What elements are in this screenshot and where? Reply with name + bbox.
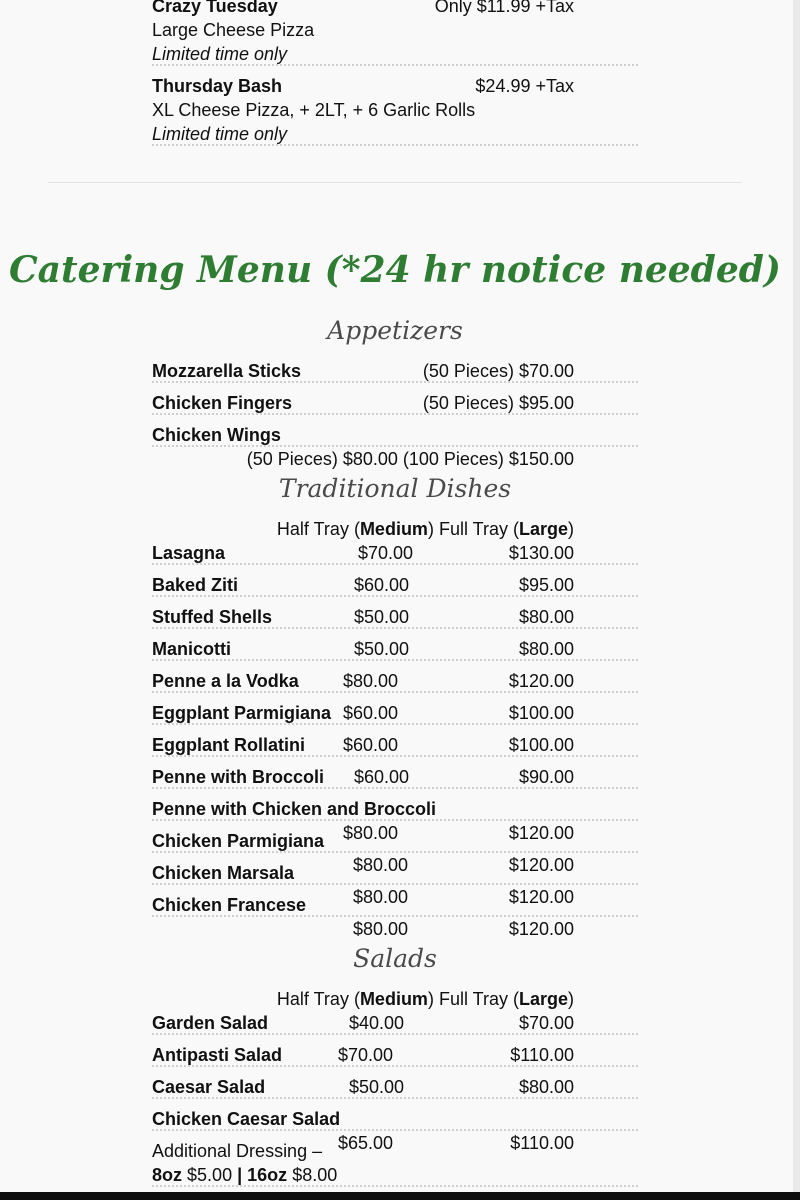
special-description: XL Cheese Pizza, + 2LT, + 6 Garlic Rolls bbox=[152, 100, 476, 120]
half-tray-label: Half Tray ( bbox=[276, 989, 360, 1009]
full-tray-price: $80.00 bbox=[518, 607, 574, 627]
half-tray-price: $65.00 bbox=[338, 1133, 394, 1153]
dotted-divider bbox=[152, 851, 638, 853]
dressing-separator: | bbox=[237, 1165, 243, 1185]
full-tray-price: $80.00 bbox=[518, 1077, 574, 1097]
full-tray-price: $100.00 bbox=[508, 735, 574, 755]
dish-name: Chicken Parmigiana bbox=[152, 831, 325, 851]
appetizer-name: Chicken Wings bbox=[152, 425, 281, 445]
half-tray-price: $80.00 bbox=[353, 887, 409, 907]
dish-name: Stuffed Shells bbox=[152, 607, 273, 627]
full-tray-price: $100.00 bbox=[508, 703, 574, 723]
dotted-divider bbox=[152, 381, 638, 383]
salad-name: Garden Salad bbox=[152, 1013, 269, 1033]
bottom-bar bbox=[0, 1192, 800, 1200]
dressing-16oz-price: $8.00 bbox=[292, 1165, 338, 1185]
dish-name: Eggplant Parmigiana bbox=[152, 703, 332, 723]
dressing-label: Additional Dressing – bbox=[152, 1141, 323, 1161]
full-tray-price: $110.00 bbox=[510, 1133, 574, 1153]
dotted-divider bbox=[152, 787, 638, 789]
dish-name: Penne with Broccoli bbox=[152, 767, 325, 787]
dotted-divider bbox=[152, 1185, 638, 1187]
salad-name: Caesar Salad bbox=[152, 1077, 266, 1097]
tray-size-header bbox=[254, 987, 574, 1011]
dotted-divider bbox=[152, 413, 638, 415]
half-tray-price: $50.00 bbox=[354, 607, 410, 627]
special-name: Crazy Tuesday bbox=[152, 0, 278, 16]
dotted-divider bbox=[152, 64, 638, 66]
full-tray-price: $120.00 bbox=[508, 887, 574, 907]
full-tray-label: ) Full Tray ( bbox=[427, 989, 519, 1009]
large-label: Large bbox=[518, 519, 568, 539]
dish-name: Baked Ziti bbox=[152, 575, 239, 595]
full-tray-price: $95.00 bbox=[518, 575, 574, 595]
dotted-divider bbox=[152, 915, 638, 917]
special-name: Thursday Bash bbox=[152, 76, 283, 96]
dotted-divider bbox=[152, 144, 638, 146]
traditional-dishes-heading: Traditional Dishes bbox=[278, 474, 512, 503]
dotted-divider bbox=[152, 563, 638, 565]
appetizers-heading: Appetizers bbox=[327, 316, 463, 345]
dish-name: Lasagna bbox=[152, 543, 226, 563]
full-tray-price: $110.00 bbox=[510, 1045, 574, 1065]
half-tray-price: $50.00 bbox=[349, 1077, 405, 1097]
salad-name: Antipasti Salad bbox=[152, 1045, 283, 1065]
dish-name: Eggplant Rollatini bbox=[152, 735, 305, 755]
salad-name: Chicken Caesar Salad bbox=[152, 1109, 341, 1129]
half-tray-price: $70.00 bbox=[358, 543, 414, 563]
half-tray-price: $80.00 bbox=[343, 823, 399, 843]
dish-name: Manicotti bbox=[152, 639, 231, 659]
medium-label: Medium bbox=[359, 989, 428, 1009]
special-note: Limited time only bbox=[152, 124, 288, 144]
half-tray-price: $80.00 bbox=[343, 671, 399, 691]
dotted-divider bbox=[152, 1065, 638, 1067]
dotted-divider bbox=[152, 659, 638, 661]
scrollbar-track[interactable] bbox=[793, 0, 800, 1192]
tray-header-close: ) bbox=[568, 989, 574, 1009]
full-tray-price: $130.00 bbox=[508, 543, 574, 563]
special-description: Large Cheese Pizza bbox=[152, 20, 315, 40]
half-tray-price: $60.00 bbox=[343, 703, 399, 723]
tray-size-header bbox=[254, 517, 574, 541]
half-tray-label: Half Tray ( bbox=[276, 519, 360, 539]
half-tray-price: $60.00 bbox=[343, 735, 399, 755]
dotted-divider bbox=[152, 1033, 638, 1035]
dish-name: Penne with Chicken and Broccoli bbox=[152, 799, 437, 819]
dotted-divider bbox=[152, 691, 638, 693]
dish-name: Chicken Marsala bbox=[152, 863, 295, 883]
salads-heading: Salads bbox=[353, 944, 437, 973]
special-price: Only $11.99 +Tax bbox=[434, 0, 574, 16]
medium-label: Medium bbox=[359, 519, 428, 539]
full-tray-price: $120.00 bbox=[508, 823, 574, 843]
section-divider bbox=[48, 182, 742, 183]
full-tray-price: $90.00 bbox=[518, 767, 574, 787]
half-tray-price: $80.00 bbox=[353, 855, 409, 875]
half-tray-price: $40.00 bbox=[349, 1013, 405, 1033]
full-tray-price: $70.00 bbox=[518, 1013, 574, 1033]
full-tray-price: $120.00 bbox=[508, 855, 574, 875]
dotted-divider bbox=[152, 595, 638, 597]
appetizer-price: (50 Pieces) $95.00 bbox=[422, 393, 574, 413]
dressing-8oz-label: 8oz bbox=[152, 1165, 183, 1185]
full-tray-price: $80.00 bbox=[518, 639, 574, 659]
tray-header-close: ) bbox=[568, 519, 574, 539]
dish-name: Penne a la Vodka bbox=[152, 671, 299, 691]
dotted-divider bbox=[152, 723, 638, 725]
full-tray-price: $120.00 bbox=[508, 671, 574, 691]
dotted-divider bbox=[152, 755, 638, 757]
large-label: Large bbox=[518, 989, 568, 1009]
dressing-16oz-label: 16oz bbox=[247, 1165, 288, 1185]
appetizer-name: Chicken Fingers bbox=[152, 393, 293, 413]
dotted-divider bbox=[152, 819, 638, 821]
special-price: $24.99 +Tax bbox=[475, 76, 574, 96]
dressing-8oz-price: $5.00 bbox=[187, 1165, 233, 1185]
dressing-prices bbox=[152, 1163, 337, 1187]
appetizer-name: Mozzarella Sticks bbox=[152, 361, 302, 381]
appetizer-price: (50 Pieces) $80.00 (100 Pieces) $150.00 bbox=[246, 449, 574, 469]
appetizer-price: (50 Pieces) $70.00 bbox=[422, 361, 574, 381]
dotted-divider bbox=[152, 1097, 638, 1099]
full-tray-price: $120.00 bbox=[508, 919, 574, 939]
half-tray-price: $70.00 bbox=[338, 1045, 394, 1065]
full-tray-label: ) Full Tray ( bbox=[427, 519, 519, 539]
half-tray-price: $80.00 bbox=[353, 919, 409, 939]
dish-name: Chicken Francese bbox=[152, 895, 307, 915]
half-tray-price: $60.00 bbox=[354, 767, 410, 787]
catering-menu-title: Catering Menu (*24 hr notice needed) bbox=[9, 249, 781, 291]
special-note: Limited time only bbox=[152, 44, 288, 64]
half-tray-price: $60.00 bbox=[354, 575, 410, 595]
dotted-divider bbox=[152, 883, 638, 885]
half-tray-price: $50.00 bbox=[354, 639, 410, 659]
dotted-divider bbox=[152, 627, 638, 629]
